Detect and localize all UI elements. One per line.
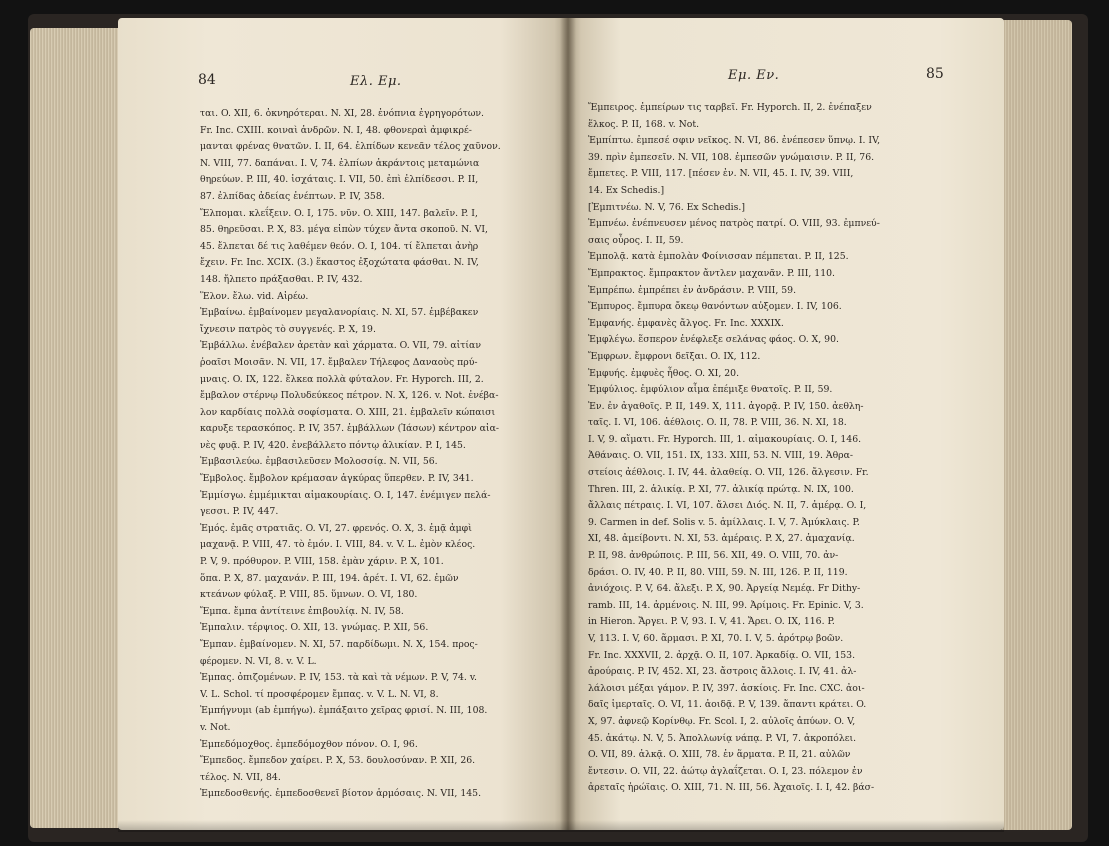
text-column [588,100,984,797]
text-line: ἄλλαις πέτραις. I. VI, 107. ἄλσει Διός. N. II, 7. ἀμέρᾳ. O. I, [588,500,867,512]
text-line: Ἀθάναις. O. VII, 151. IX, 133. XIII, 53. N. VIII, 19. Ἀθρα- [588,450,854,462]
text-line: 85. θηρεῦσαι. P. X, 83. μέγα εἰπὼν τύχεν ἄντα σκοποῦ. N. VI, [200,224,488,236]
text-line: Ἔμβολος. ἔμβολον κρέμασαν ἀγκύρας ὕπερθεν. P. IV, 341. [200,473,474,485]
text-line: N. VIII, 77. δαπάναι. I. V, 74. ἐλπίων ἀκράντοις μεταμώνια [200,157,480,169]
text-line: 14. Ex Schedis.] [588,184,665,196]
text-line: Ἐμπνέω. ἐνέπνευσεν μένος πατρὸς πατρί. O. VIII, 93. ἐμπνεύ- [588,218,880,230]
running-head: Εμ. Εν. [728,68,780,83]
text-line: ἀρεταῖς ἡρώϊαις. O. XIII, 71. N. III, 56. Ἀχαιοῖς. I. I, 42. βάσ- [588,782,875,794]
text-line: μναις. O. IX, 122. ἔλκεα πολλὰ φύταλον. Fr. Hyporch. III, 2. [200,373,484,385]
text-line: P. V, 9. πρόθυρον. P. VIII, 158. ἐμὰν χάριν. P. X, 101. [200,556,444,568]
text-line: ἔντεσιν. O. VII, 22. ἀώτῳ ἀγλαΐζεται. O. I, 23. πόλεμον ἐν [588,765,863,777]
text-line: Ἔμπυρος. ἔμπυρα ὄκεῳ θανόντων αὐξομεν. I. IV, 106. [588,301,842,313]
text-line: Ἔμπειρος. ἐμπείρων τις ταρβεῖ. Fr. Hyporch. II, 2. ἐνέπαξεν [588,102,872,113]
text-line: Ἐμπας. ὀπιζομένων. P. IV, 153. τὰ καὶ τὰ νέμων. P. V, 74. v. [200,672,477,684]
text-line: 39. πρὶν ἐμπεσεῖν. N. VII, 108. ἐμπεσῶν γνώμαισιν. P. II, 76. [588,151,875,163]
text-line: 9. Carmen in def. Solis v. 5. ἁμίλλαις. I. V, 7. Ἀμύκλαις. P. [588,516,860,528]
text-line: ται. O. XII, 6. ὀκνηρότεραι. N. XI, 28. ἐνόπνια ἐγρηγορότων. [200,108,485,119]
text-line: μανται φρένας θνατῶν. I. II, 64. ἐλπίδων κενεᾶν τέλος χαῦνον. [200,141,501,153]
text-line: v. Not. [200,721,231,733]
text-line: Ἐν. ἐν ἀγαθοῖς. P. II, 149. X, 111. ἀγορᾷ. P. IV, 150. ἀεθλη- [588,400,864,412]
book-gutter [560,18,576,830]
text-line: X, 97. ἀφνεῷ Κορίνθῳ. Fr. Scol. I, 2. αὐλοῖς ἀπύων. O. V, [588,715,856,727]
text-line: καρυξε τερασκόπος. P. IV, 357. ἐμβάλλων (Ἰάσων) κέντρον αἰα- [200,423,499,435]
text-line: XI, 48. ἀμείβοντι. N. XI, 53. ἀμέραις. P. X, 27. ἀμαχανίᾳ. [588,533,855,545]
text-line: ἕλκος. P. II, 168. v. Not. [588,118,700,130]
text-line: Ἕλον. ἔλω. vid. Αἱρέω. [200,290,309,302]
text-line: Ἐμός. ἐμᾶς στρατιᾶς. O. VI, 27. φρενός. O. X, 3. ἐμᾷ ἀμφὶ [200,522,472,534]
page-number: 85 [926,66,944,82]
text-line: 45. ἀκάτῳ. N. V, 5. Ἀπολλωνίᾳ νάπᾳ. P. VI, 7. ἀκροπόλει. [588,732,857,744]
text-line: Ἔμπαν. ἐμβαίνομεν. N. XI, 57. παρδίδωμι. N. X, 154. προς- [200,639,478,650]
text-line: Ἔλπομαι. κλεΐξειν. O. I, 175. νῦν. O. XIII, 147. βαλεῖν. P. I, [200,207,478,219]
text-line: Ἐμπολᾷ. κατὰ ἐμπολὰν Φοίνισσαν πέμπεται. P. II, 125. [588,251,849,263]
text-line: μαχανᾷ. P. VIII, 47. τὸ ἐμόν. I. VIII, 84. v. V. L. ἐμὸν κλέος. [200,539,476,551]
text-line: δράσι. O. IV, 40. P. II, 80. VIII, 59. N. III, 126. P. II, 119. [588,566,848,578]
text-line: τέλος. N. VII, 84. [200,771,281,783]
text-line: κτεάνων φύλαξ. P. VIII, 85. ὕμνων. O. VI, 180. [200,589,418,601]
text-line: Ἐμπήγνυμι (ab ἐμπήγω). ἐμπάξαιτο χεῖρας φρισί. N. III, 108. [200,705,488,717]
text-line: 148. ἤλπετο πράξασθαι. P. IV, 432. [200,273,363,285]
text-line: Ἐμμίσγω. ἐμμέμικται αἱμακουρίαις. O. I, 147. ἐνέμιγεν πελά- [200,489,491,501]
text-line: ἀνιόχοις. P. V, 64. ἄλεξι. P. X, 90. Ἀργείᾳ Νεμέᾳ. Fr Dithy- [588,583,861,595]
page-edges-right [1002,20,1072,830]
text-line: Ἐμπεδοσθενής. ἐμπεδοσθενεῖ βίοτον ἁρμόσαις. N. VII, 145. [200,788,482,800]
text-line: ῥοαῖσι Μοισᾶν. N. VII, 17. ἔμβαλεν Τήλεφος Δαναοὺς πρύ- [200,356,478,368]
text-line: Ἐμπίπτω. ἐμπεσέ σφιν νεῖκος. N. VI, 86. ἐνέπεσεν ὕπνῳ. I. IV, [588,135,881,147]
text-line: στείοις ἀέθλοις. I. IV, 44. ἀλαθείᾳ. O. VII, 126. ἄλγεσιν. Fr. [588,467,869,479]
page-shadow [118,820,1004,832]
running-head: Ελ. Εμ. [350,74,402,89]
text-line: Ἔμπεδος. ἔμπεδον χαίρει. P. X, 53. δουλοσύναν. P. XII, 26. [200,755,476,767]
text-line: φέρομεν. N. VI, 8. v. V. L. [200,655,317,667]
text-line: Ἐμβάλλω. ἐνέβαλεν ἀρετὰν καὶ χάρματα. O. VII, 79. αἰτίαν [200,340,481,352]
text-line: Fr. Inc. XXXVII, 2. ἀρχᾷ. O. II, 107. Ἀρκαδίᾳ. O. VII, 153. [588,649,856,661]
text-line: Ἔμφρων. ἔμφρονι δεῖξαι. O. IX, 112. [588,350,761,362]
text-line: [Ἐμπιτνέω. N. V, 76. Ex Schedis.] [588,201,745,213]
text-line: O. VII, 89. ἀλκᾷ. O. XIII, 78. ἐν ἅρματα. P. II, 21. αὐλῶν [588,749,851,761]
text-line: Ἐμφυής. ἐμφυὲς ἦθος. O. XI, 20. [588,367,740,379]
right-page [568,18,1004,830]
text-line: Ἐμφύλιος. ἐμφύλιον αἷμα ἐπέμιξε θνατοῖς. P. II, 59. [588,384,833,396]
page-number: 84 [198,72,216,88]
text-line: 87. ἐλπίδας ἀδείας ἐνέπτων. P. IV, 358. [200,190,385,202]
text-line: θηρεύων. P. III, 40. ἰσχάταις. I. VII, 50. ἐπὶ ἐλπίδεσσι. P. II, [200,174,479,186]
text-line: Ἔμπρακτος. ἔμπρακτον ἄντλεν μαχανᾶν. P. III, 110. [588,267,836,279]
text-line: ταῖς. I. VI, 106. ἀέθλοις. O. II, 78. P. VIII, 36. N. XI, 18. [588,417,847,429]
text-line: Fr. Inc. CXIII. κοιναὶ ἀνδρῶν. N. I, 48. φθονεραὶ ἀμφικρέ- [200,124,472,136]
text-line: Ἐμπεδόμοχθος. ἐμπεδόμοχθον πόνον. O. I, 96. [200,738,418,750]
text-line: Ἐμβασιλεύω. ἐμβασιλεῦσεν Μολοσσίᾳ. N. VII, 56. [200,456,438,468]
text-line: ἔμπετες. P. VIII, 117. [πέσεν ἐν. N. VII, 45. I. IV, 39. VIII, [588,168,854,180]
left-page [118,18,568,830]
text-line: Ἐμβαίνω. ἐμβαίνομεν μεγαλανορίαις. N. XI, 57. ἐμβέβακεν [200,307,479,319]
text-line: Ἐμφανής. ἐμφανὲς ἄλγος. Fr. Inc. XXXIX. [588,317,784,329]
text-line: in Hieron. Ἄργει. P. V, 93. I. V, 41. Ἄρει. O. IX, 116. P. [588,616,835,628]
text-line: 45. ἔλπεται δέ τις λαθέμεν θεόν. O. I, 104. τί ἔλπεται ἀνὴρ [200,240,479,252]
text-line: γεσσι. P. IV, 447. [200,506,279,518]
text-line: ἔμβαλον στέρνῳ Πολυδεύκεος πέτρον. N. X, 126. v. Not. ἐνέβα- [200,390,499,402]
text-line: δαῖς ἱμερταῖς. O. VI, 11. ἀοιδᾷ. P. V, 139. ἅπαντι κράτει. O. [588,699,867,711]
text-line: νὲς φυᾷ. P. IV, 420. ἐνεβάλλετο πόντῳ ἁλικίαν. P. I, 145. [200,439,466,451]
text-line: Ἐμπρέπω. ἐμπρέπει ἐν ἀνδράσιν. P. VIII, 59. [588,284,797,296]
text-line: ἀρούραις. P. IV, 452. XI, 23. ἄστροις ἄλλοις. I. IV, 41. ἀλ- [588,666,857,678]
text-line: ramb. III, 14. ἁρμένοις. N. III, 99. Ἀρίμοις. Fr. Epinic. V, 3. [588,599,864,611]
text-line: Ἐμφλέγω. ἕσπερον ἐνέφλεξε σελάνας φάος. O. X, 90. [588,334,839,346]
text-line: V, 113. I. V, 60. ἅρμασι. P. XI, 70. I. V, 5. ἀρότρῳ βοῶν. [588,633,844,644]
text-line: ἴχνεσιν πατρὸς τὸ συγγενές. P. X, 19. [200,323,376,335]
text-line: I. V, 9. αἵματι. Fr. Hyporch. III, 1. αἱμακουρίαις. O. I, 146. [588,433,862,445]
text-line: V. L. Schol. τί προσφέρομεν ἔμπας. v. V. L. N. VI, 8. [200,688,439,700]
text-line: ὅπα. P. X, 87. μαχανάν. P. III, 194. ἀρέτ. I. VI, 62. ἐμῶν [200,572,459,584]
text-line: P. II, 98. ἀνθρώποις. P. III, 56. XII, 49. O. VIII, 70. ἀν- [588,550,839,562]
text-line: ἔχειν. Fr. Inc. XCIX. (3.) ἕκαστος ἐξοχώτατα φάσθαι. N. IV, [200,257,479,269]
text-line: λον καρδίαις πολλὰ σοφίσματα. O. XIII, 21. ἐμβαλεῖν κώπαισι [200,406,496,418]
text-line: λάλοισι μέξαι γάμον. P. IV, 397. ἀσκίοις. Fr. Inc. CXC. ἀοι- [588,682,865,694]
text-column [200,106,554,803]
text-line: σαις οὖρος. I. II, 59. [588,234,684,246]
text-line: Ἔμπα. ἔμπα ἀντίτεινε ἐπιβουλίᾳ. N. IV, 58. [200,605,404,617]
page-edges-left [30,28,126,828]
text-line: Thren. III, 2. ἁλικίᾳ. P. XI, 77. ἁλικίᾳ πρώτᾳ. N. IX, 100. [588,483,854,495]
text-line: Ἐμπαλιν. τέρψιος. O. XII, 13. γνώμας. P. XII, 56. [200,622,429,634]
